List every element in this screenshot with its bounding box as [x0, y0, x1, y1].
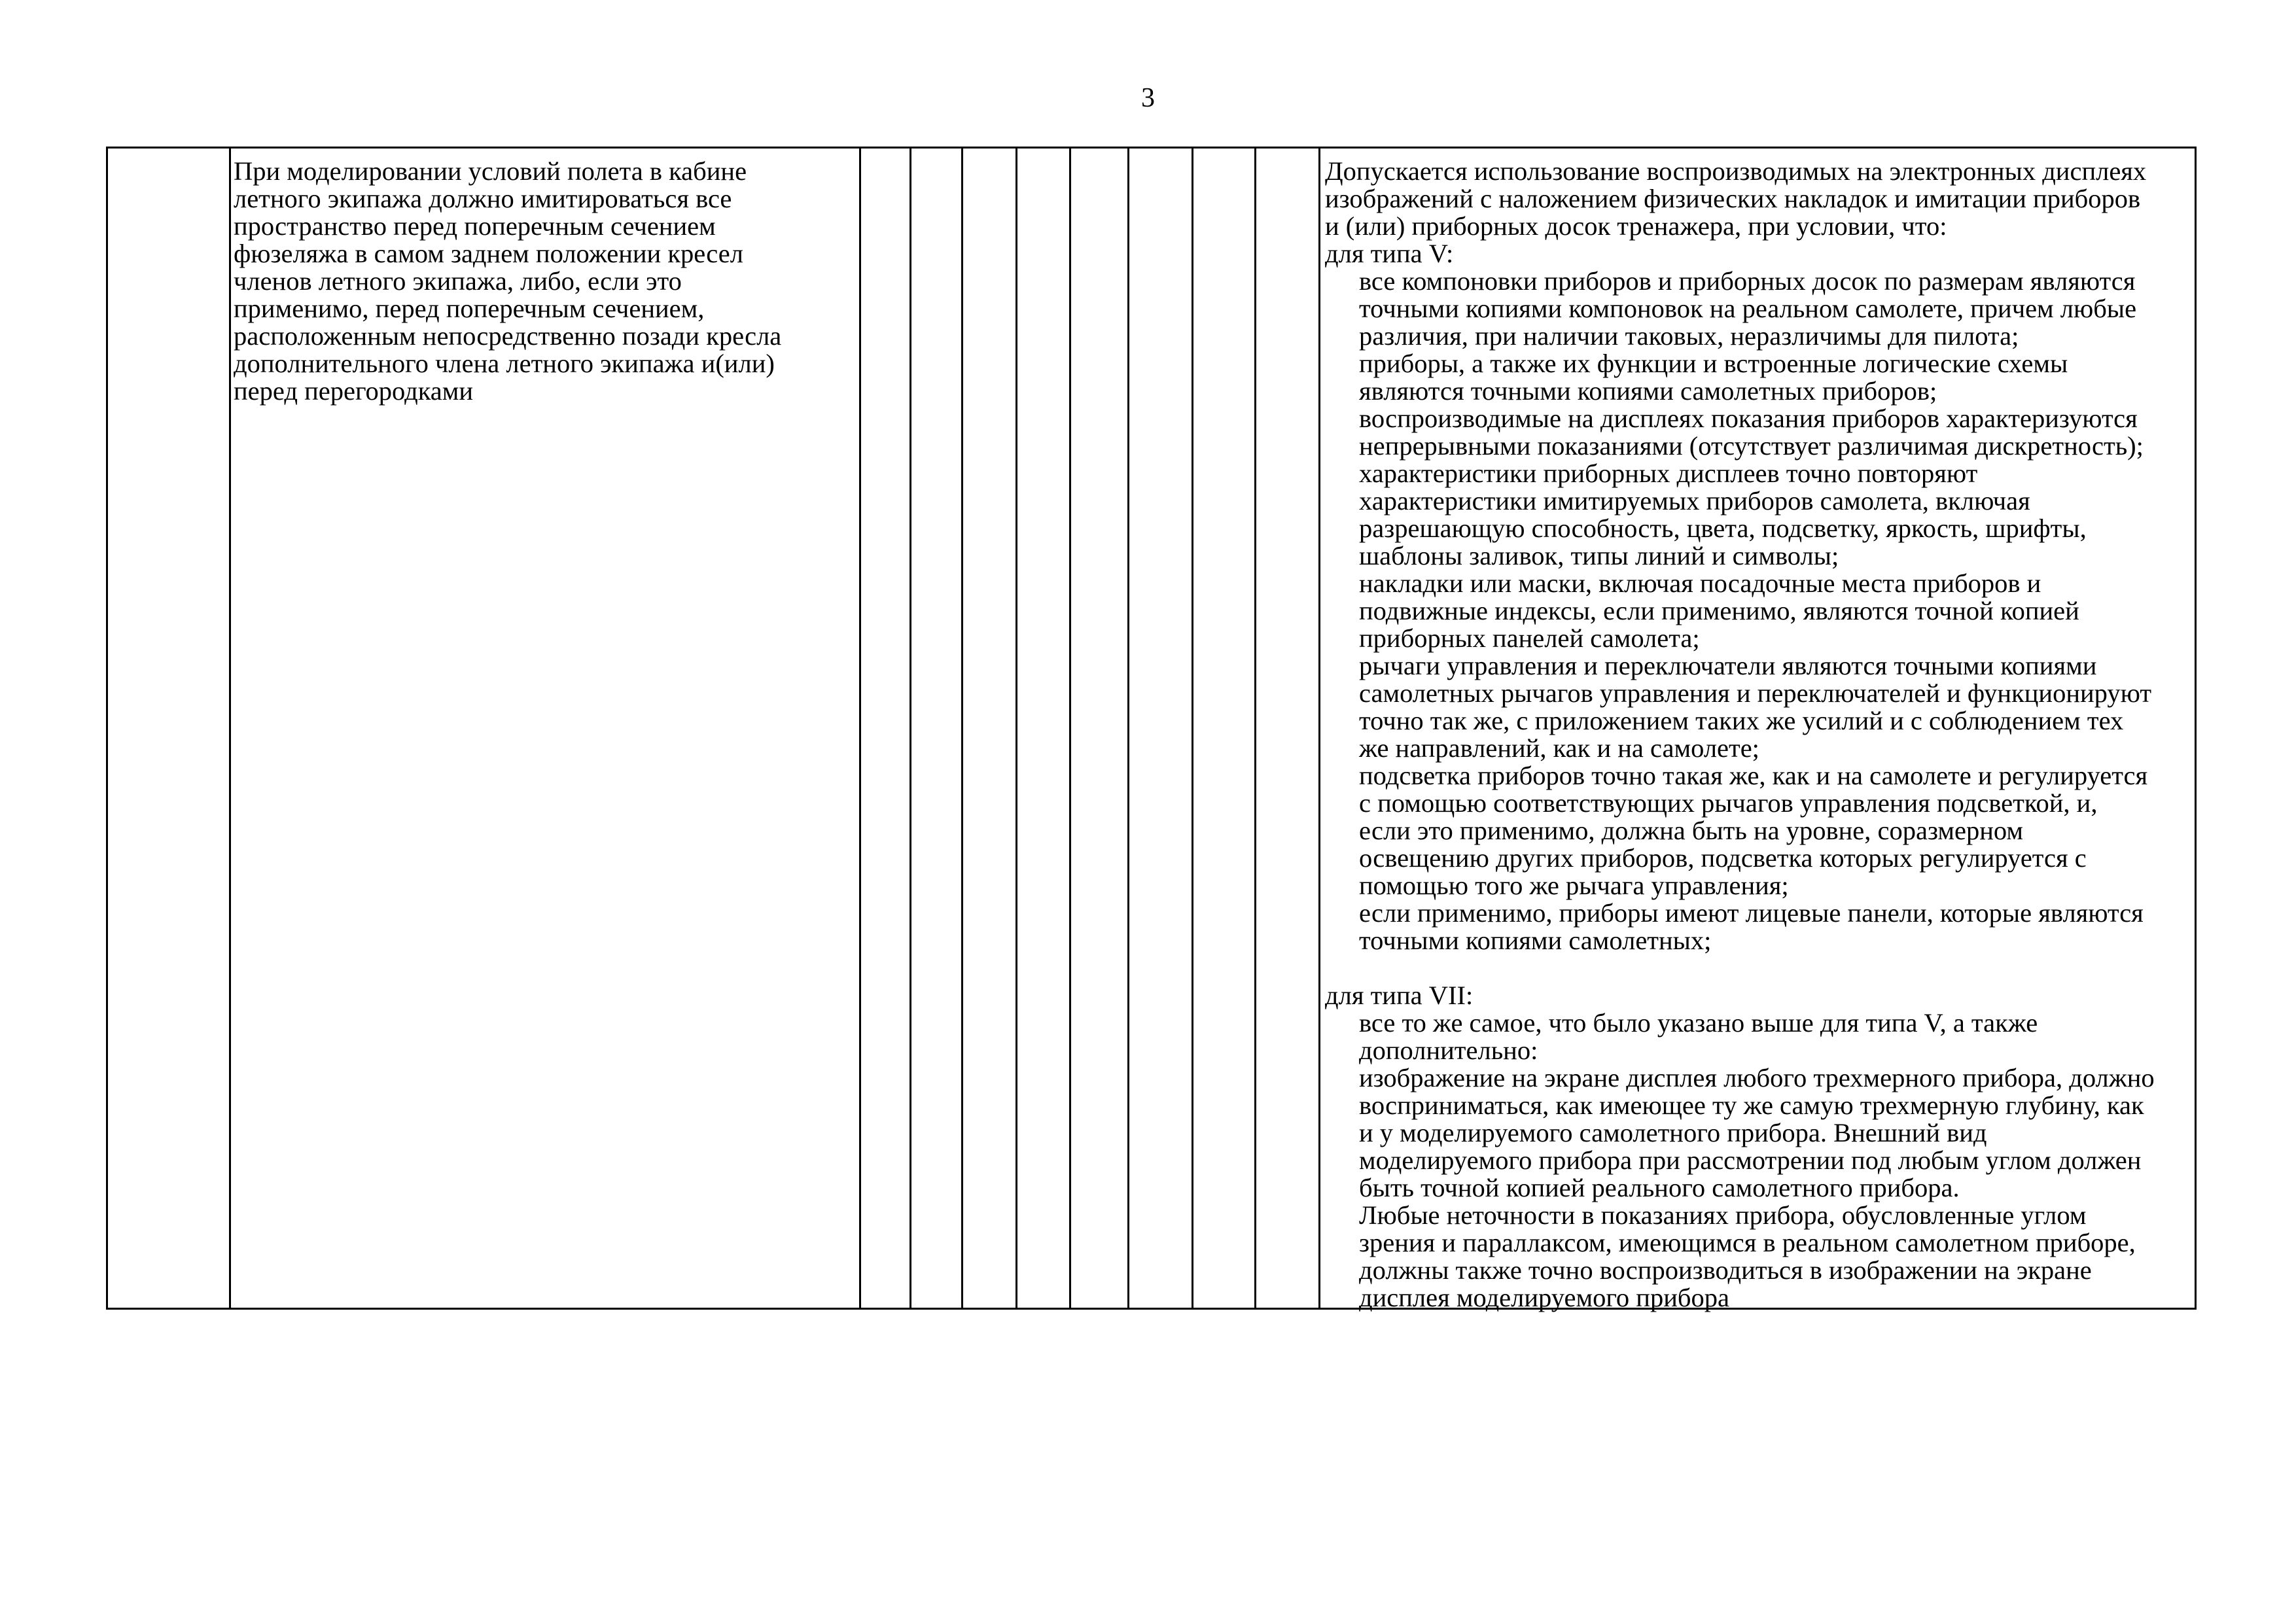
column-divider [1318, 148, 1320, 1308]
text-line: с помощью соответствующих рычагов управления подсветкой, и, [1359, 788, 2098, 818]
text-line: расположенным непосредственно позади кресла [234, 321, 782, 351]
text-line: точно так же, с приложением таких же усилий и с соблюдением тех [1359, 706, 2124, 735]
text-line: рычаги управления и переключатели являются точными копиями [1359, 651, 2097, 680]
text-line: накладки или маски, включая посадочные места приборов и [1359, 568, 2041, 598]
text-line: приборных панелей самолета; [1359, 623, 1700, 653]
text-line: Допускается использование воспроизводимых на электронных дисплеях [1325, 156, 2147, 186]
text-line: шаблоны заливок, типы линий и символы; [1359, 541, 1839, 570]
text-line: различия, при наличии таковых, неразличимы для пилота; [1359, 321, 2019, 351]
text-line: все компоновки приборов и приборных досок по размерам являются [1359, 266, 2136, 296]
text-line: подвижные индексы, если применимо, являются точной копией [1359, 596, 2079, 625]
text-line: Любые неточности в показаниях прибора, обусловленные углом [1359, 1200, 2087, 1230]
text-line: если это применимо, должна быть на уровне, соразмерном [1359, 816, 2024, 845]
text-line: воспроизводимые на дисплеях показания приборов характеризуются [1359, 404, 2138, 433]
text-line: применимо, перед поперечным сечением, [234, 294, 705, 323]
requirements-table [106, 147, 2197, 1310]
text-line: и у моделируемого самолетного прибора. Внешний вид [1359, 1118, 1987, 1147]
column-divider [1127, 148, 1129, 1308]
type-v-heading: для типа V: [1325, 239, 1454, 268]
column-divider [1069, 148, 1071, 1308]
notes-cell [1325, 158, 2195, 1312]
text-line: помощью того же рычага управления; [1359, 871, 1789, 900]
text-line: и (или) приборных досок тренажера, при условии, что: [1325, 211, 1947, 241]
type-vii-heading: для типа VII: [1325, 981, 1474, 1010]
requirement-cell [234, 158, 855, 405]
column-divider [229, 148, 231, 1308]
text-line: точными копиями компоновок на реальном самолете, причем любые [1359, 294, 2137, 323]
text-line: фюзеляжа в самом заднем положении кресел [234, 239, 743, 268]
column-divider [1254, 148, 1256, 1308]
text-line: же направлений, как и на самолете; [1359, 733, 1759, 763]
text-line: точными копиями самолетных; [1359, 926, 1712, 955]
text-line: приборы, а также их функции и встроенные логические схемы [1359, 349, 2068, 378]
text-line: характеристики имитируемых приборов самолета, включая [1359, 486, 2030, 515]
text-line: пространство перед поперечным сечением [234, 211, 716, 241]
text-line: летного экипажа должно имитироваться все [234, 184, 732, 213]
text-line: изображение на экране дисплея любого трехмерного прибора, должно [1359, 1063, 2155, 1092]
column-divider [1192, 148, 1193, 1308]
column-divider [1016, 148, 1017, 1308]
text-line: разрешающую способность, цвета, подсветку, яркость, шрифты, [1359, 514, 2087, 543]
text-line: дисплея моделируемого прибора [1359, 1283, 1729, 1312]
page-number: 3 [1141, 83, 1155, 113]
text-line: При моделировании условий полета в кабине [234, 156, 747, 186]
column-divider [961, 148, 963, 1308]
text-line: дополнительно: [1359, 1036, 1538, 1065]
text-line: зрения и параллаксом, имеющимся в реальном самолетном приборе, [1359, 1228, 2136, 1257]
text-line: все то же самое, что было указано выше для типа V, а также [1359, 1008, 2038, 1038]
text-line: подсветка приборов точно такая же, как и на самолете и регулируется [1359, 761, 2148, 790]
text-line: освещению других приборов, подсветка которых регулируется с [1359, 843, 2087, 873]
text-line: перед перегородками [234, 376, 474, 406]
text-line: дополнительного члена летного экипажа и(или) [234, 349, 775, 378]
text-line: изображений с наложением физических накладок и имитации приборов [1325, 184, 2141, 213]
text-line: самолетных рычагов управления и переключателей и функционируют [1359, 678, 2152, 708]
text-line: должны также точно воспроизводиться в изображении на экране [1359, 1255, 2092, 1285]
spacer [1325, 954, 2195, 982]
column-divider [910, 148, 911, 1308]
text-line: непрерывными показаниями (отсутствует различимая дискретность); [1359, 431, 2144, 461]
text-line: восприниматься, как имеющее ту же самую трехмерную глубину, как [1359, 1091, 2144, 1120]
text-line: являются точными копиями самолетных приборов; [1359, 376, 1937, 406]
column-divider [859, 148, 861, 1308]
text-line: если применимо, приборы имеют лицевые панели, которые являются [1359, 898, 2144, 928]
text-line: моделируемого прибора при рассмотрении под любым углом должен [1359, 1145, 2142, 1175]
text-line: характеристики приборных дисплеев точно повторяют [1359, 459, 1978, 488]
text-line: членов летного экипажа, либо, если это [234, 266, 682, 296]
text-line: быть точной копией реального самолетного прибора. [1359, 1173, 1960, 1202]
